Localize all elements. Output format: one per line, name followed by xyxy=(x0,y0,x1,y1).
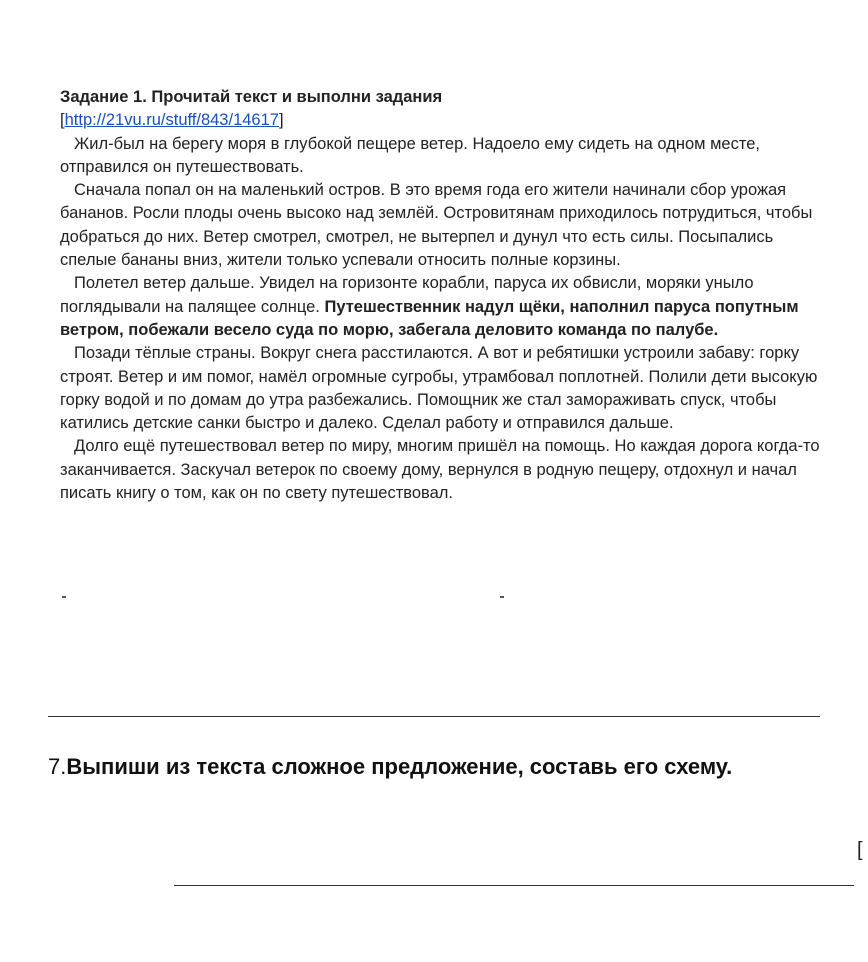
answer-line xyxy=(48,716,820,717)
paragraph-3-bold-sentence: Путешественник надул щёки, наполнил паруса попутным ветром, побежали весело суда по морю, забегала деловито команда по палубе. xyxy=(60,297,799,339)
paragraph-1: Жил-был на берегу моря в глубокой пещере ветер. Надоело ему сидеть на одном месте, отправился он путешествовать. xyxy=(60,134,760,176)
answer-line xyxy=(174,885,854,886)
source-close-bracket: ] xyxy=(278,111,284,130)
paragraph-3-text: Полетел ветер дальше. Увидел на горизонте корабли, паруса их обвисли, моряки уныло поглядывали на палящее солнце. xyxy=(60,274,754,316)
cut-glyph xyxy=(500,596,504,598)
task-1-title: Задание 1. Прочитай текст и выполни задания xyxy=(60,88,443,106)
paragraph-4: Позади тёплые страны. Вокруг снега расстилаются. А вот и ребятишки устроили забаву: горку строят. Ветер и им помог, намёл огромные сугробы, утрамбовал поплотней. Полили дети высокую горку водой и по домам до утра разбежались. Помощник же стал замораживать спуск, чтобы катились детские санки быстро и далеко. Сделал работу и отправился дальше. xyxy=(60,344,818,433)
paragraph-2: Сначала попал он на маленький остров. В это время года его жители начинали сбор урожая бананов. Росли плоды очень высоко над землёй. Островитянам приходилось потрудиться, чтобы добраться до них. Ветер смотрел, смотрел, не вытерпел и дунул что есть силы. Посыпались спелые бананы вниз, жители только успевали относить полные корзины. xyxy=(60,181,813,270)
cut-glyph xyxy=(62,596,66,598)
paragraph-3 xyxy=(60,272,830,342)
edge-bracket-fragment: [ xyxy=(857,839,863,861)
reading-passage xyxy=(60,86,830,505)
paragraph-5: Долго ещё путешествовал ветер по миру, многим пришёл на помощь. Но каждая дорога когда-то заканчивается. Заскучал ветерок по своему дому, вернулся в родную пещеру, отдохнул и начал писать книгу о том, как он по свету путешествовал. xyxy=(60,437,820,503)
task-7-text: Выпиши из текста сложное предложение, составь его схему. xyxy=(66,754,733,779)
source-line xyxy=(60,109,830,132)
source-link[interactable]: http://21vu.ru/stuff/843/14617 xyxy=(64,111,279,130)
source-open-bracket: [ xyxy=(60,111,65,130)
task-7-number: 7. xyxy=(48,754,67,779)
cut-off-text-line xyxy=(60,592,520,600)
task-7-prompt xyxy=(48,753,732,781)
